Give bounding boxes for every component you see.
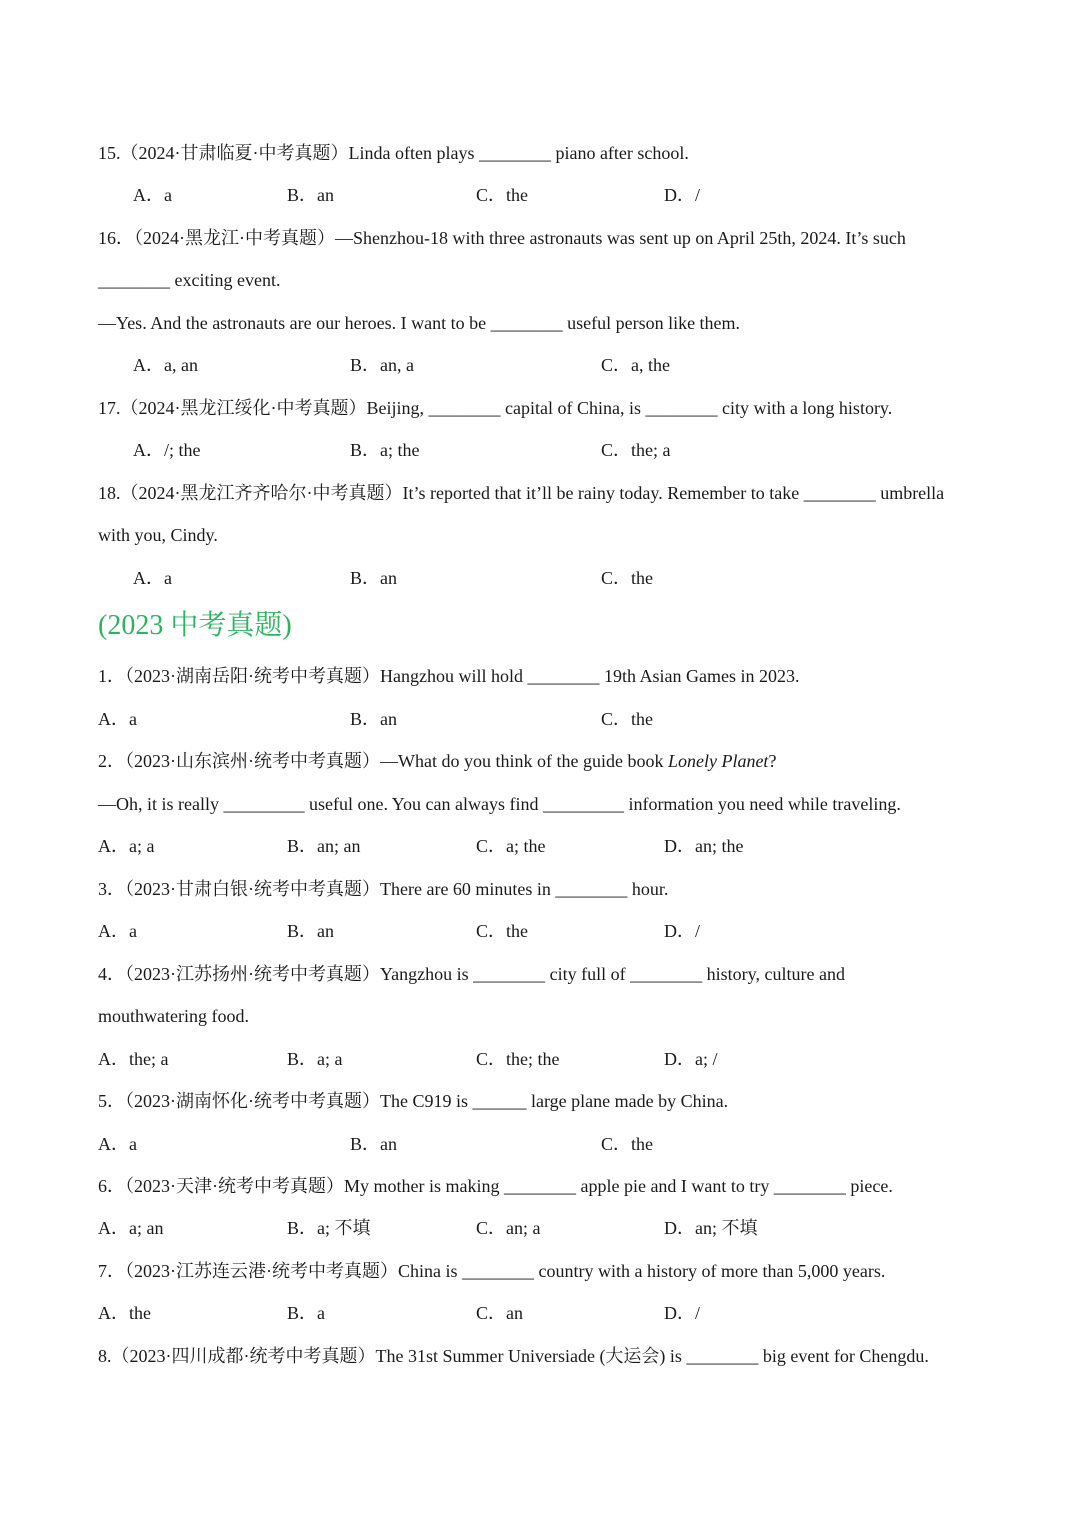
question-16-option-c: C．a, the <box>601 355 670 375</box>
question-18-option-a: A．a <box>133 568 172 588</box>
question-16-option-b: B．an, a <box>350 355 414 375</box>
question-16-reply: —Yes. And the astronauts are our heroes. I want to be ________ useful person like them. <box>98 313 741 333</box>
question-15-option-b: B．an <box>287 185 334 205</box>
question-2023-2-reply: —Oh, it is really _________ useful one. You can always find _________ information you need while traveling. <box>98 794 901 814</box>
question-2023-5-option-b: B．an <box>350 1134 397 1154</box>
question-2023-1-option-c: C．the <box>601 709 653 729</box>
question-2023-2-option-a: A．a; a <box>98 836 155 856</box>
question-18-text: 18.（2024·黑龙江齐齐哈尔·中考真题）It’s reported that it’ll be rainy today. Remember to take ________ umbrella <box>98 483 945 503</box>
question-2023-7-text: 7．（2023·江苏连云港·统考中考真题）China is ________ country with a history of more than 5,000 years. <box>98 1261 886 1281</box>
question-2023-2-text-before: 2．（2023·山东滨州·统考中考真题）—What do you think of the guide book <box>98 751 668 771</box>
question-2023-4-text: 4．（2023·江苏扬州·统考中考真题）Yangzhou is ________ city full of ________ history, culture and <box>98 964 845 984</box>
question-2023-3-option-c: C．the <box>476 921 528 941</box>
question-2023-6-option-c: C．an; a <box>476 1218 541 1238</box>
question-2023-2-option-b: B．an; an <box>287 836 361 856</box>
question-18-option-b: B．an <box>350 568 397 588</box>
question-17-option-b: B．a; the <box>350 440 420 460</box>
question-2023-2-option-c: C．a; the <box>476 836 546 856</box>
question-15-option-a: A．a <box>133 185 172 205</box>
question-2023-4-option-a: A．the; a <box>98 1049 169 1069</box>
question-2023-7-option-a: A．the <box>98 1303 151 1323</box>
question-16-option-a: A．a, an <box>133 355 198 375</box>
question-2023-5-option-c: C．the <box>601 1134 653 1154</box>
question-2023-4-option-c: C．the; the <box>476 1049 560 1069</box>
book-title: Lonely Planet <box>667 751 769 771</box>
question-2023-6-text: 6．（2023·天津·统考中考真题）My mother is making ________ apple pie and I want to try ________ piece. <box>98 1176 893 1196</box>
question-2023-1-option-b: B．an <box>350 709 397 729</box>
question-2023-6-option-d: D．an; 不填 <box>664 1218 758 1238</box>
question-16-text-cont: ________ exciting event. <box>98 270 281 290</box>
question-2023-4-text-cont: mouthwatering food. <box>98 1006 249 1026</box>
question-15-option-d: D．/ <box>664 185 700 205</box>
question-15-option-c: C．the <box>476 185 528 205</box>
question-2023-3-option-b: B．an <box>287 921 334 941</box>
question-2023-5-option-a: A．a <box>98 1134 137 1154</box>
question-2023-6-option-a: A．a; an <box>98 1218 164 1238</box>
question-2023-1-option-a: A．a <box>98 709 137 729</box>
question-2023-3-option-a: A．a <box>98 921 137 941</box>
question-2023-8-text: 8.（2023·四川成都·统考中考真题）The 31st Summer Universiade (大运会) is ________ big event for Chengdu. <box>98 1346 929 1366</box>
question-2023-7-option-d: D．/ <box>664 1303 700 1323</box>
question-2023-2-option-d: D．an; the <box>664 836 744 856</box>
question-2023-3-text: 3．（2023·甘肃白银·统考中考真题）There are 60 minutes in ________ hour. <box>98 879 669 899</box>
question-2023-3-option-d: D．/ <box>664 921 700 941</box>
question-17-option-a: A．/; the <box>133 440 201 460</box>
question-2023-2-text-after: ? <box>768 751 777 771</box>
question-18-option-c: C．the <box>601 568 653 588</box>
question-17-option-c: C．the; a <box>601 440 671 460</box>
question-2023-6-option-b: B．a; 不填 <box>287 1218 371 1238</box>
question-2023-4-option-b: B．a; a <box>287 1049 343 1069</box>
question-2023-5-text: 5．（2023·湖南怀化·统考中考真题）The C919 is ______ large plane made by China. <box>98 1091 729 1111</box>
question-16-text: 16．（2024·黑龙江·中考真题）—Shenzhou-18 with three astronauts was sent up on April 25th, 2024. It’s such <box>98 228 906 248</box>
question-18-text-cont: with you, Cindy. <box>98 525 218 545</box>
question-2023-7-option-c: C．an <box>476 1303 523 1323</box>
section-title-2023: (2023 中考真题) <box>98 610 292 641</box>
question-2023-1-text: 1．（2023·湖南岳阳·统考中考真题）Hangzhou will hold ________ 19th Asian Games in 2023. <box>98 666 800 686</box>
question-15-text: 15.（2024·甘肃临夏·中考真题）Linda often plays ________ piano after school. <box>98 143 689 163</box>
question-2023-2-text <box>98 749 776 773</box>
question-2023-7-option-b: B．a <box>287 1303 325 1323</box>
question-2023-4-option-d: D．a; / <box>664 1049 718 1069</box>
question-17-text: 17.（2024·黑龙江绥化·中考真题）Beijing, ________ capital of China, is ________ city with a long history. <box>98 398 893 418</box>
